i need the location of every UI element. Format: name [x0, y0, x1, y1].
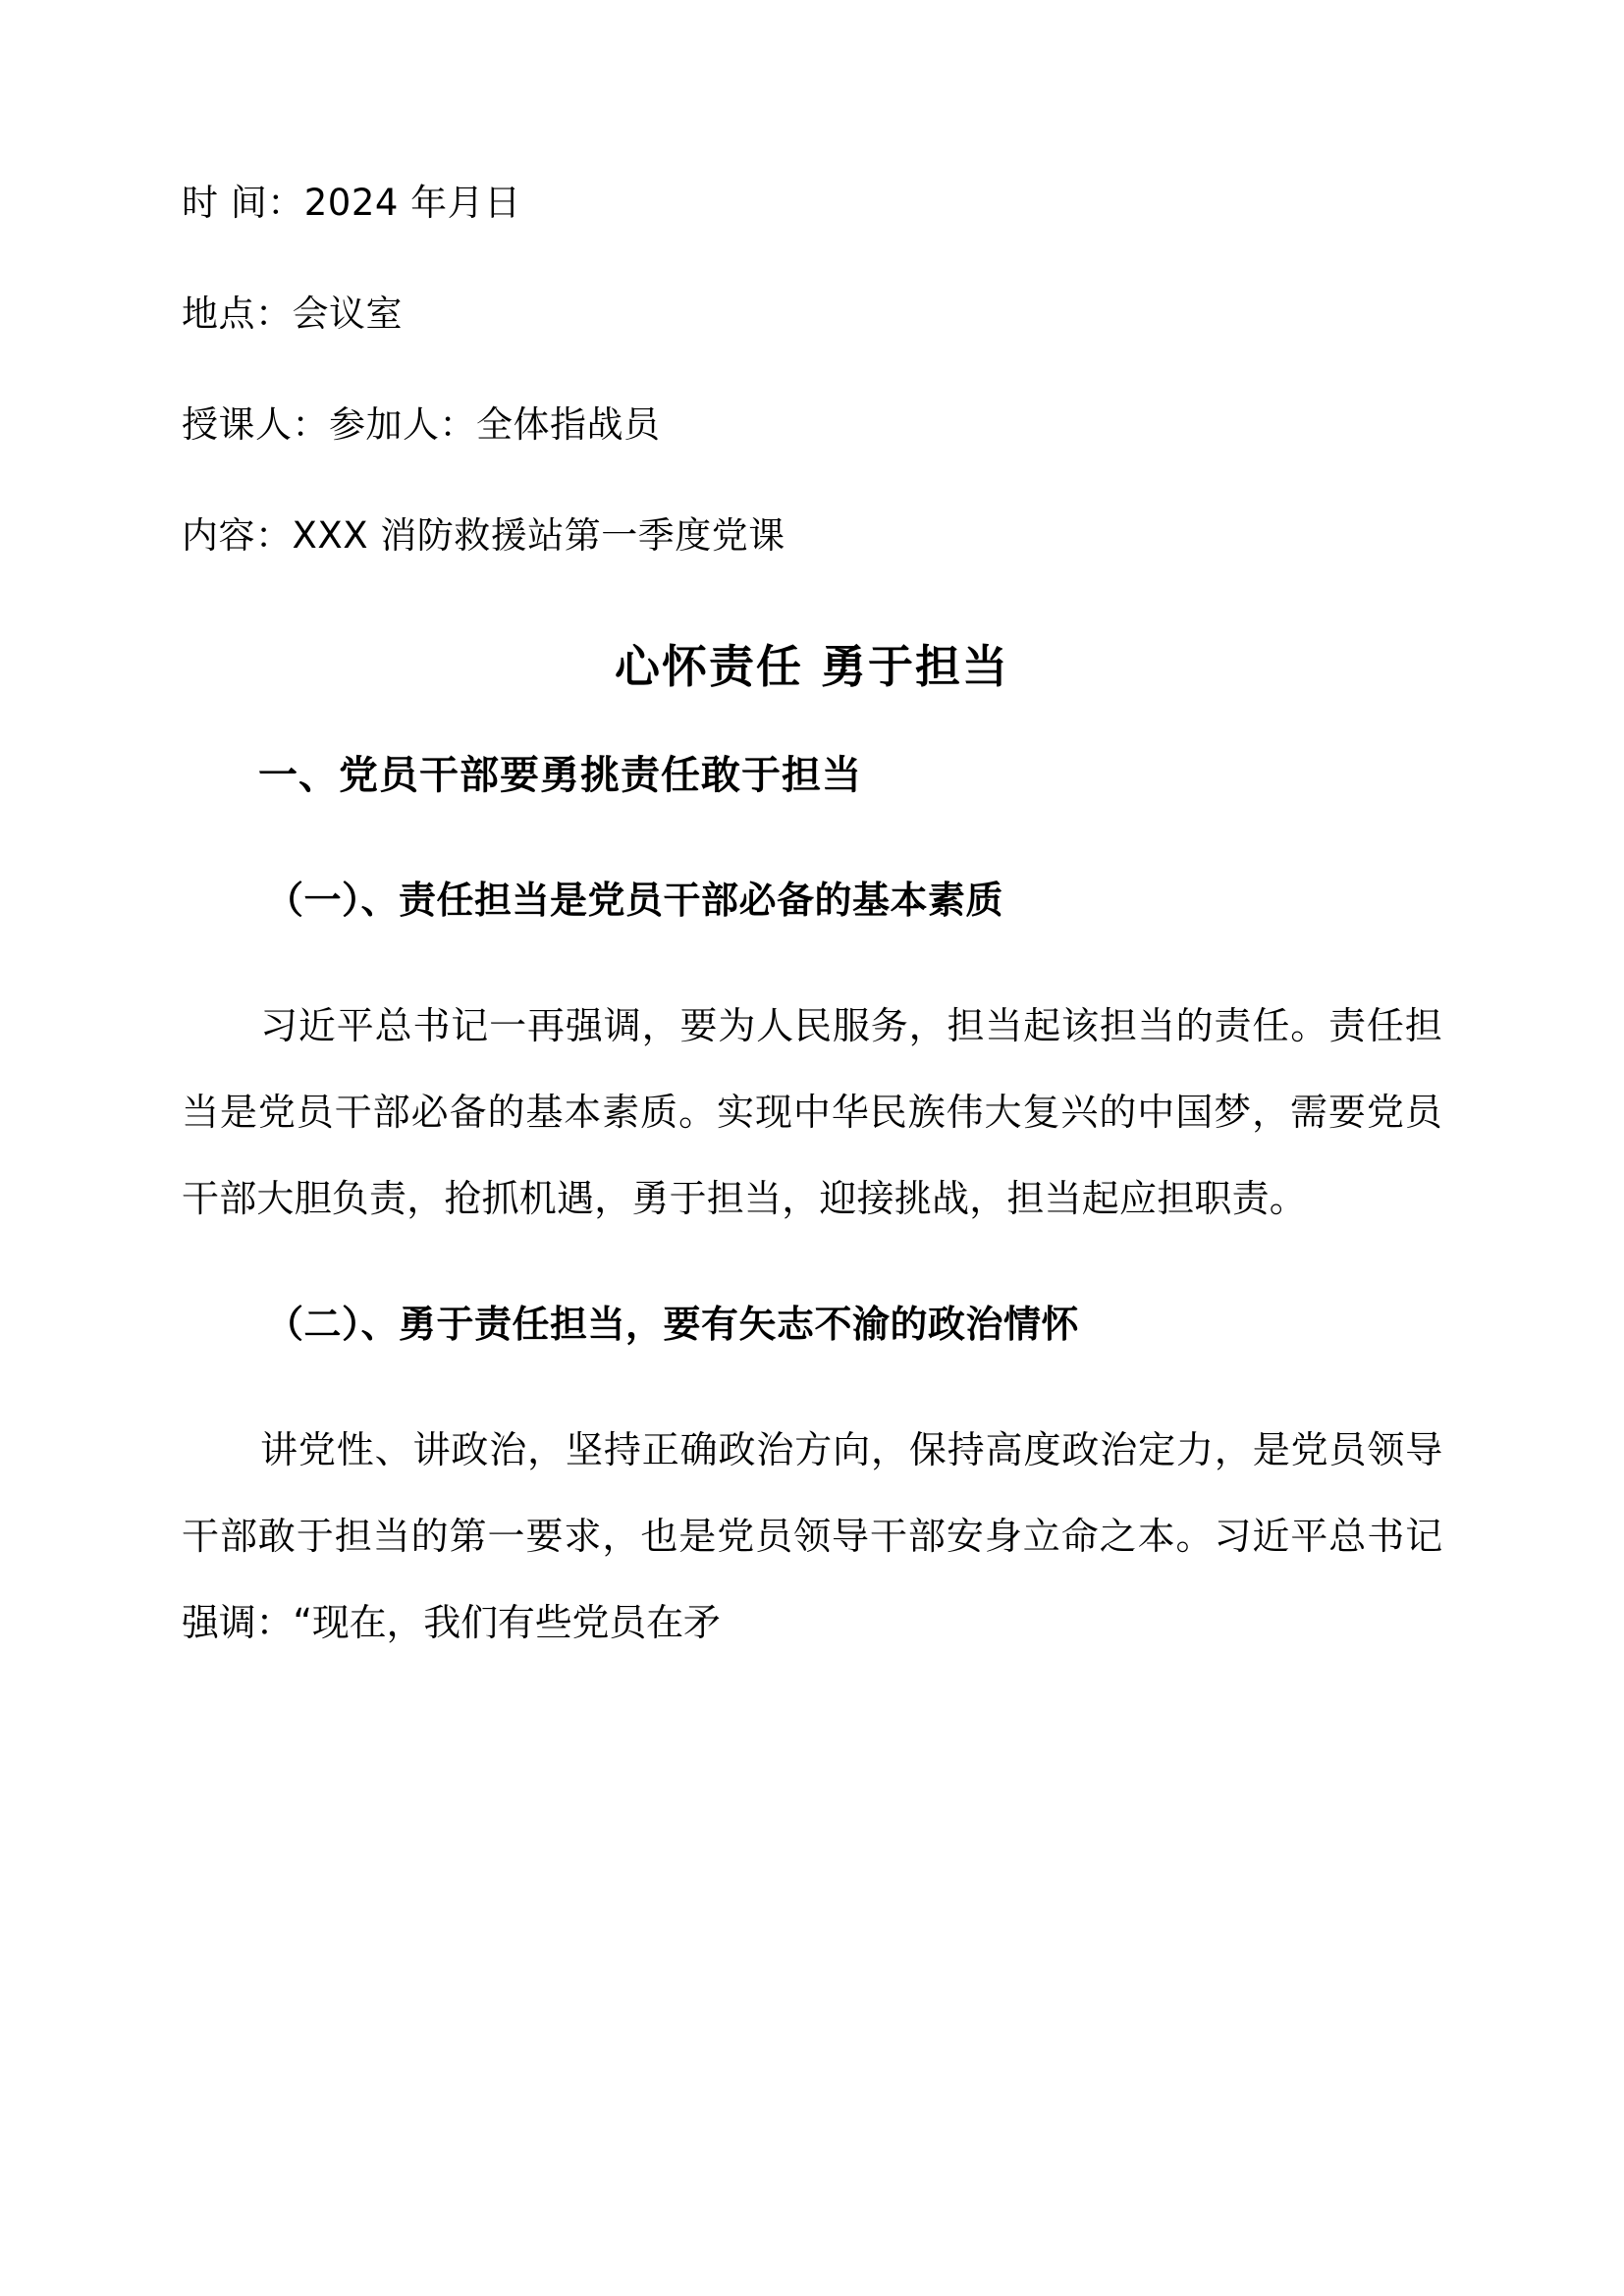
section-heading-1: 一、党员干部要勇挑责任敢于担当	[258, 753, 862, 799]
subsection-paragraph-1: 习近平总书记一再强调，要为人民服务，担当起该担当的责任。责任担当是党员干部必备的基本素质。实现中华民族伟大复兴的中国梦，需要党员干部大胆负责，抢抓机遇，勇于担当，迎接挑战，担当起应担职责。	[182, 1004, 1442, 1221]
subsection-heading-2: （二）、勇于责任担当，要有矢志不渝的政治情怀	[266, 1303, 1080, 1347]
meta-line-time: 时 间：2024 年月日	[182, 182, 521, 224]
subsection-paragraph-2: 讲党性、讲政治，坚持正确政治方向，保持高度政治定力，是党员领导干部敢于担当的第一要求，也是党员领导干部安身立命之本。习近平总书记强调：“现在，我们有些党员在矛	[182, 1428, 1442, 1645]
subsection-heading-1: （一）、责任担当是党员干部必备的基本素质	[266, 879, 1004, 923]
page-title: 心怀责任 勇于担当	[614, 640, 1009, 693]
document-body	[182, 147, 1442, 1666]
meta-line-content: 内容：XXX 消防救援站第一季度党课	[182, 514, 785, 557]
meta-line-location: 地点：会议室	[182, 293, 403, 335]
meta-line-instructor-participants: 授课人：参加人：全体指战员	[182, 403, 661, 446]
